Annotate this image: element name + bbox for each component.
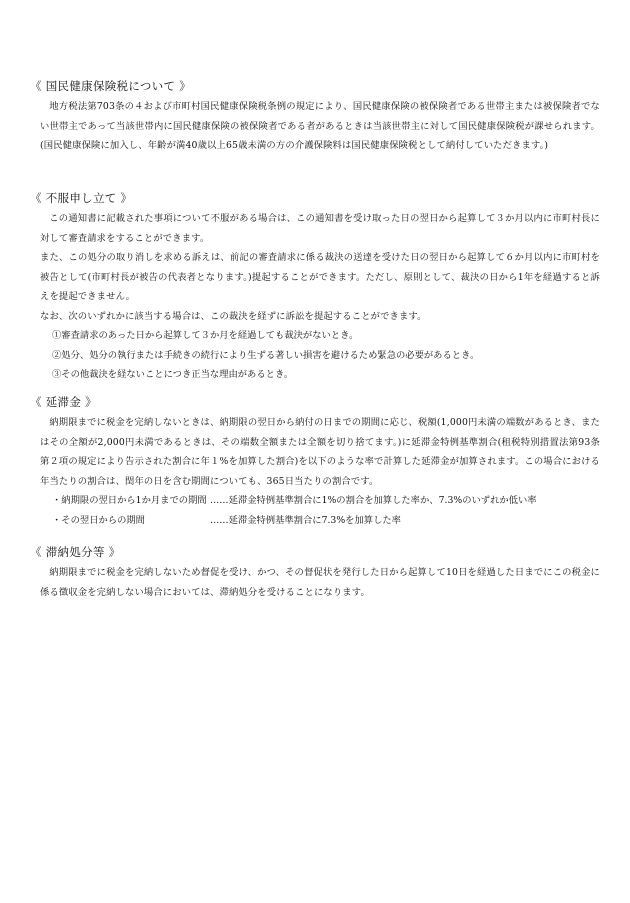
- rate-row: [30, 511, 600, 531]
- section-delinquency-charge: [30, 394, 600, 530]
- section-insurance-tax: [30, 78, 600, 156]
- section-disposition: [30, 544, 600, 602]
- list-item: ①審査請求のあった日から起算して３か月を経過しても裁決がないとき。: [52, 330, 359, 341]
- rate-period-label: ・納期限の翌日から1か月までの期間: [52, 495, 207, 506]
- paragraph: 地方税法第703条の４および市町村国民健康保険税条例の規定により、国民健康保険の被保険者である世帯主または被保険者でない世帯主であって当該世帯内に国民健康保険の被保険者である者があるときは当該世帯主に対して国民健康保険税が課せられます。(国民健康保険に加入し、年齢が満40歳以上65歳未満の方の介護保険料は国民健康保険税として納付していただきます。): [40, 101, 600, 151]
- rate-period-label: ・その翌日からの期間: [52, 514, 145, 526]
- rate-description: ……延滞金特例基準割合に1%の割合を加算した率か、7.3%のいずれか低い率: [210, 495, 537, 506]
- section-heading: 《 滞納処分等 》: [30, 545, 121, 559]
- rate-row: [30, 491, 600, 511]
- list-item: ③その他裁決を経ないことにつき正当な理由があるとき。: [52, 369, 294, 380]
- section-appeal: [30, 190, 600, 385]
- list-item: ②処分、処分の執行または手続きの続行により生ずる著しい損害を避けるため緊急の必要があるとき。: [52, 349, 480, 361]
- section-heading: 《 延滞金 》: [30, 395, 97, 409]
- paragraph: この通知書に記載された事項について不服がある場合は、この通知書を受け取った日の翌日から起算して３か月以内に市町村長に対して審査請求をすることができます。: [40, 213, 600, 244]
- paragraph: また、この処分の取り消しを求める訴えは、前記の審査請求に係る裁決の送達を受けた日の翌日から起算して６か月以内に市町村を被告として(市町村長が被告の代表者となります。)提起することができます。ただし、原則として、裁決の日から1年を経過すると訴えを提起できません。: [40, 252, 600, 302]
- section-heading: 《 不服申し立て 》: [30, 191, 133, 205]
- paragraph: なお、次のいずれかに該当する場合は、この裁決を経ずに訴訟を提起することができます。: [40, 310, 427, 322]
- section-heading: 《 国民健康保険税について 》: [30, 79, 192, 93]
- paragraph: 納期限までに税金を完納しないときは、納期限の翌日から納付の日までの期間に応じ、税額(1,000円未満の端数があるとき、またはその全額が2,000円未満であるときは、その端数全額または全額を切り捨てます。)に延滞金特例基準割合(租税特別措置法第93条第２項の規定により告示された割合に年１%を加算した割合)を以下のような率で計算した延滞金が加算されます。この場合における年当たりの割合は、閏年の日を含む期間についても、365日当たりの割合です。: [40, 417, 600, 487]
- paragraph: 納期限までに税金を完納しないため督促を受け、かつ、その督促状を発行した日から起算して10日を経過した日までにこの税金に係る徴収金を完納しない場合においては、滞納処分を受けることになります。: [40, 567, 600, 598]
- rate-description: ……延滞金特例基準割合に7.3%を加算した率: [210, 514, 401, 526]
